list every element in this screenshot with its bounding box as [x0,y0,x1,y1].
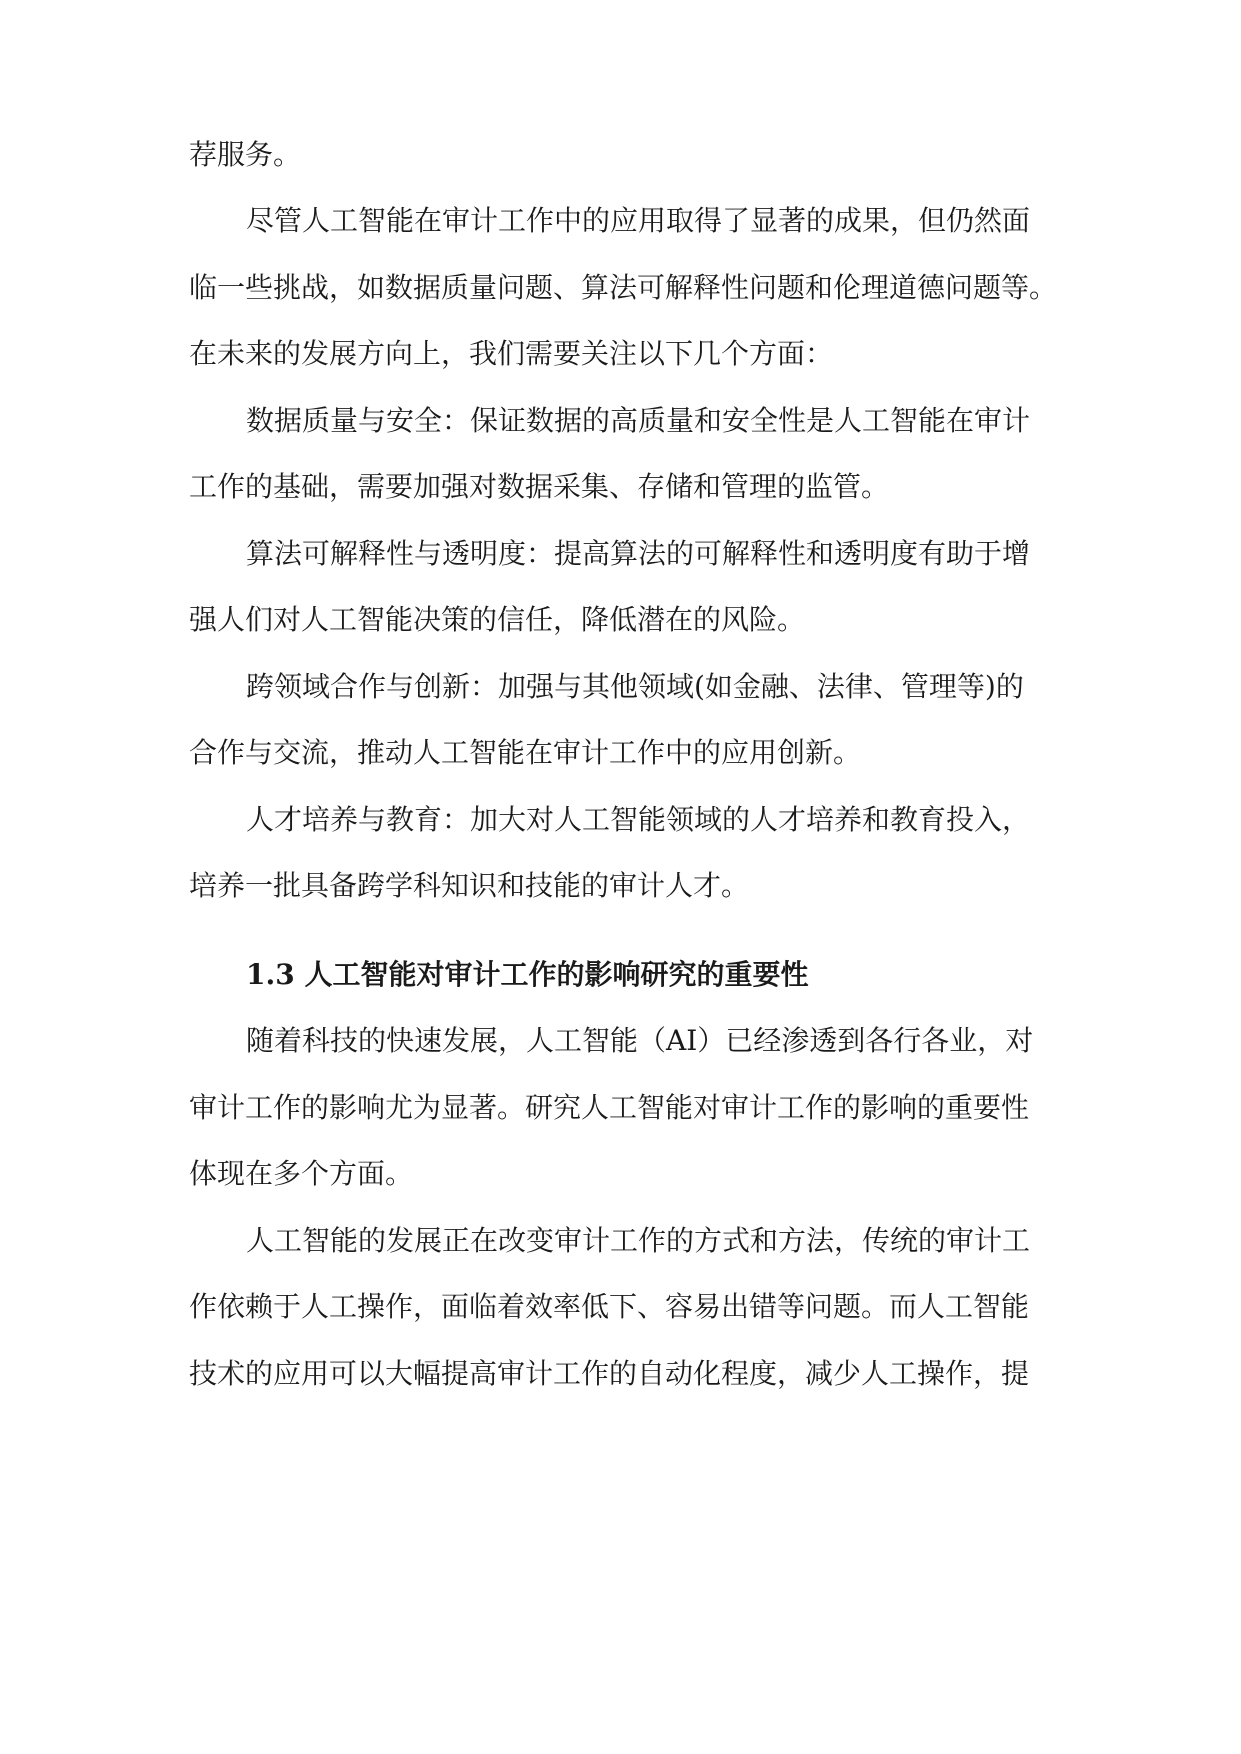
text-line: 体现在多个方面。 [189,1157,414,1190]
section-heading: 1.3 人工智能对审计工作的影响研究的重要性 [246,958,809,991]
paragraph-start-line: 算法可解释性与透明度：提高算法的可解释性和透明度有助于增 [246,537,1031,570]
text-line: 在未来的发展方向上，我们需要关注以下几个方面： [189,337,834,370]
paragraph-start-line: 人工智能的发展正在改变审计工作的方式和方法，传统的审计工 [246,1224,1031,1257]
text-line: 强人们对人工智能决策的信任，降低潜在的风险。 [189,603,806,636]
paragraph-start-line: 尽管人工智能在审计工作中的应用取得了显著的成果，但仍然面 [246,204,1031,237]
text-line: 作依赖于人工操作，面临着效率低下、容易出错等问题。而人工智能 [189,1290,1030,1323]
paragraph-start-line: 跨领域合作与创新：加强与其他领域(如金融、法律、管理等)的 [246,670,1024,703]
paragraph-start-line: 数据质量与安全：保证数据的高质量和安全性是人工智能在审计 [246,404,1031,437]
text-line: 技术的应用可以大幅提高审计工作的自动化程度，减少人工操作，提 [189,1357,1030,1390]
paragraph-start-line: 人才培养与教育：加大对人工智能领域的人才培养和教育投入， [246,803,1031,836]
text-line: 培养一批具备跨学科知识和技能的审计人才。 [189,869,750,902]
text-line: 合作与交流，推动人工智能在审计工作中的应用创新。 [189,736,862,769]
text-line: 审计工作的影响尤为显著。研究人工智能对审计工作的影响的重要性 [189,1091,1030,1124]
paragraph-start-line: 随着科技的快速发展，人工智能（AI）已经渗透到各行各业，对 [246,1024,1034,1057]
text-line: 临一些挑战，如数据质量问题、算法可解释性问题和伦理道德问题等。 [189,271,1058,304]
text-line: 工作的基础，需要加强对数据采集、存储和管理的监管。 [189,470,890,503]
text-line: 荐服务。 [189,138,302,171]
